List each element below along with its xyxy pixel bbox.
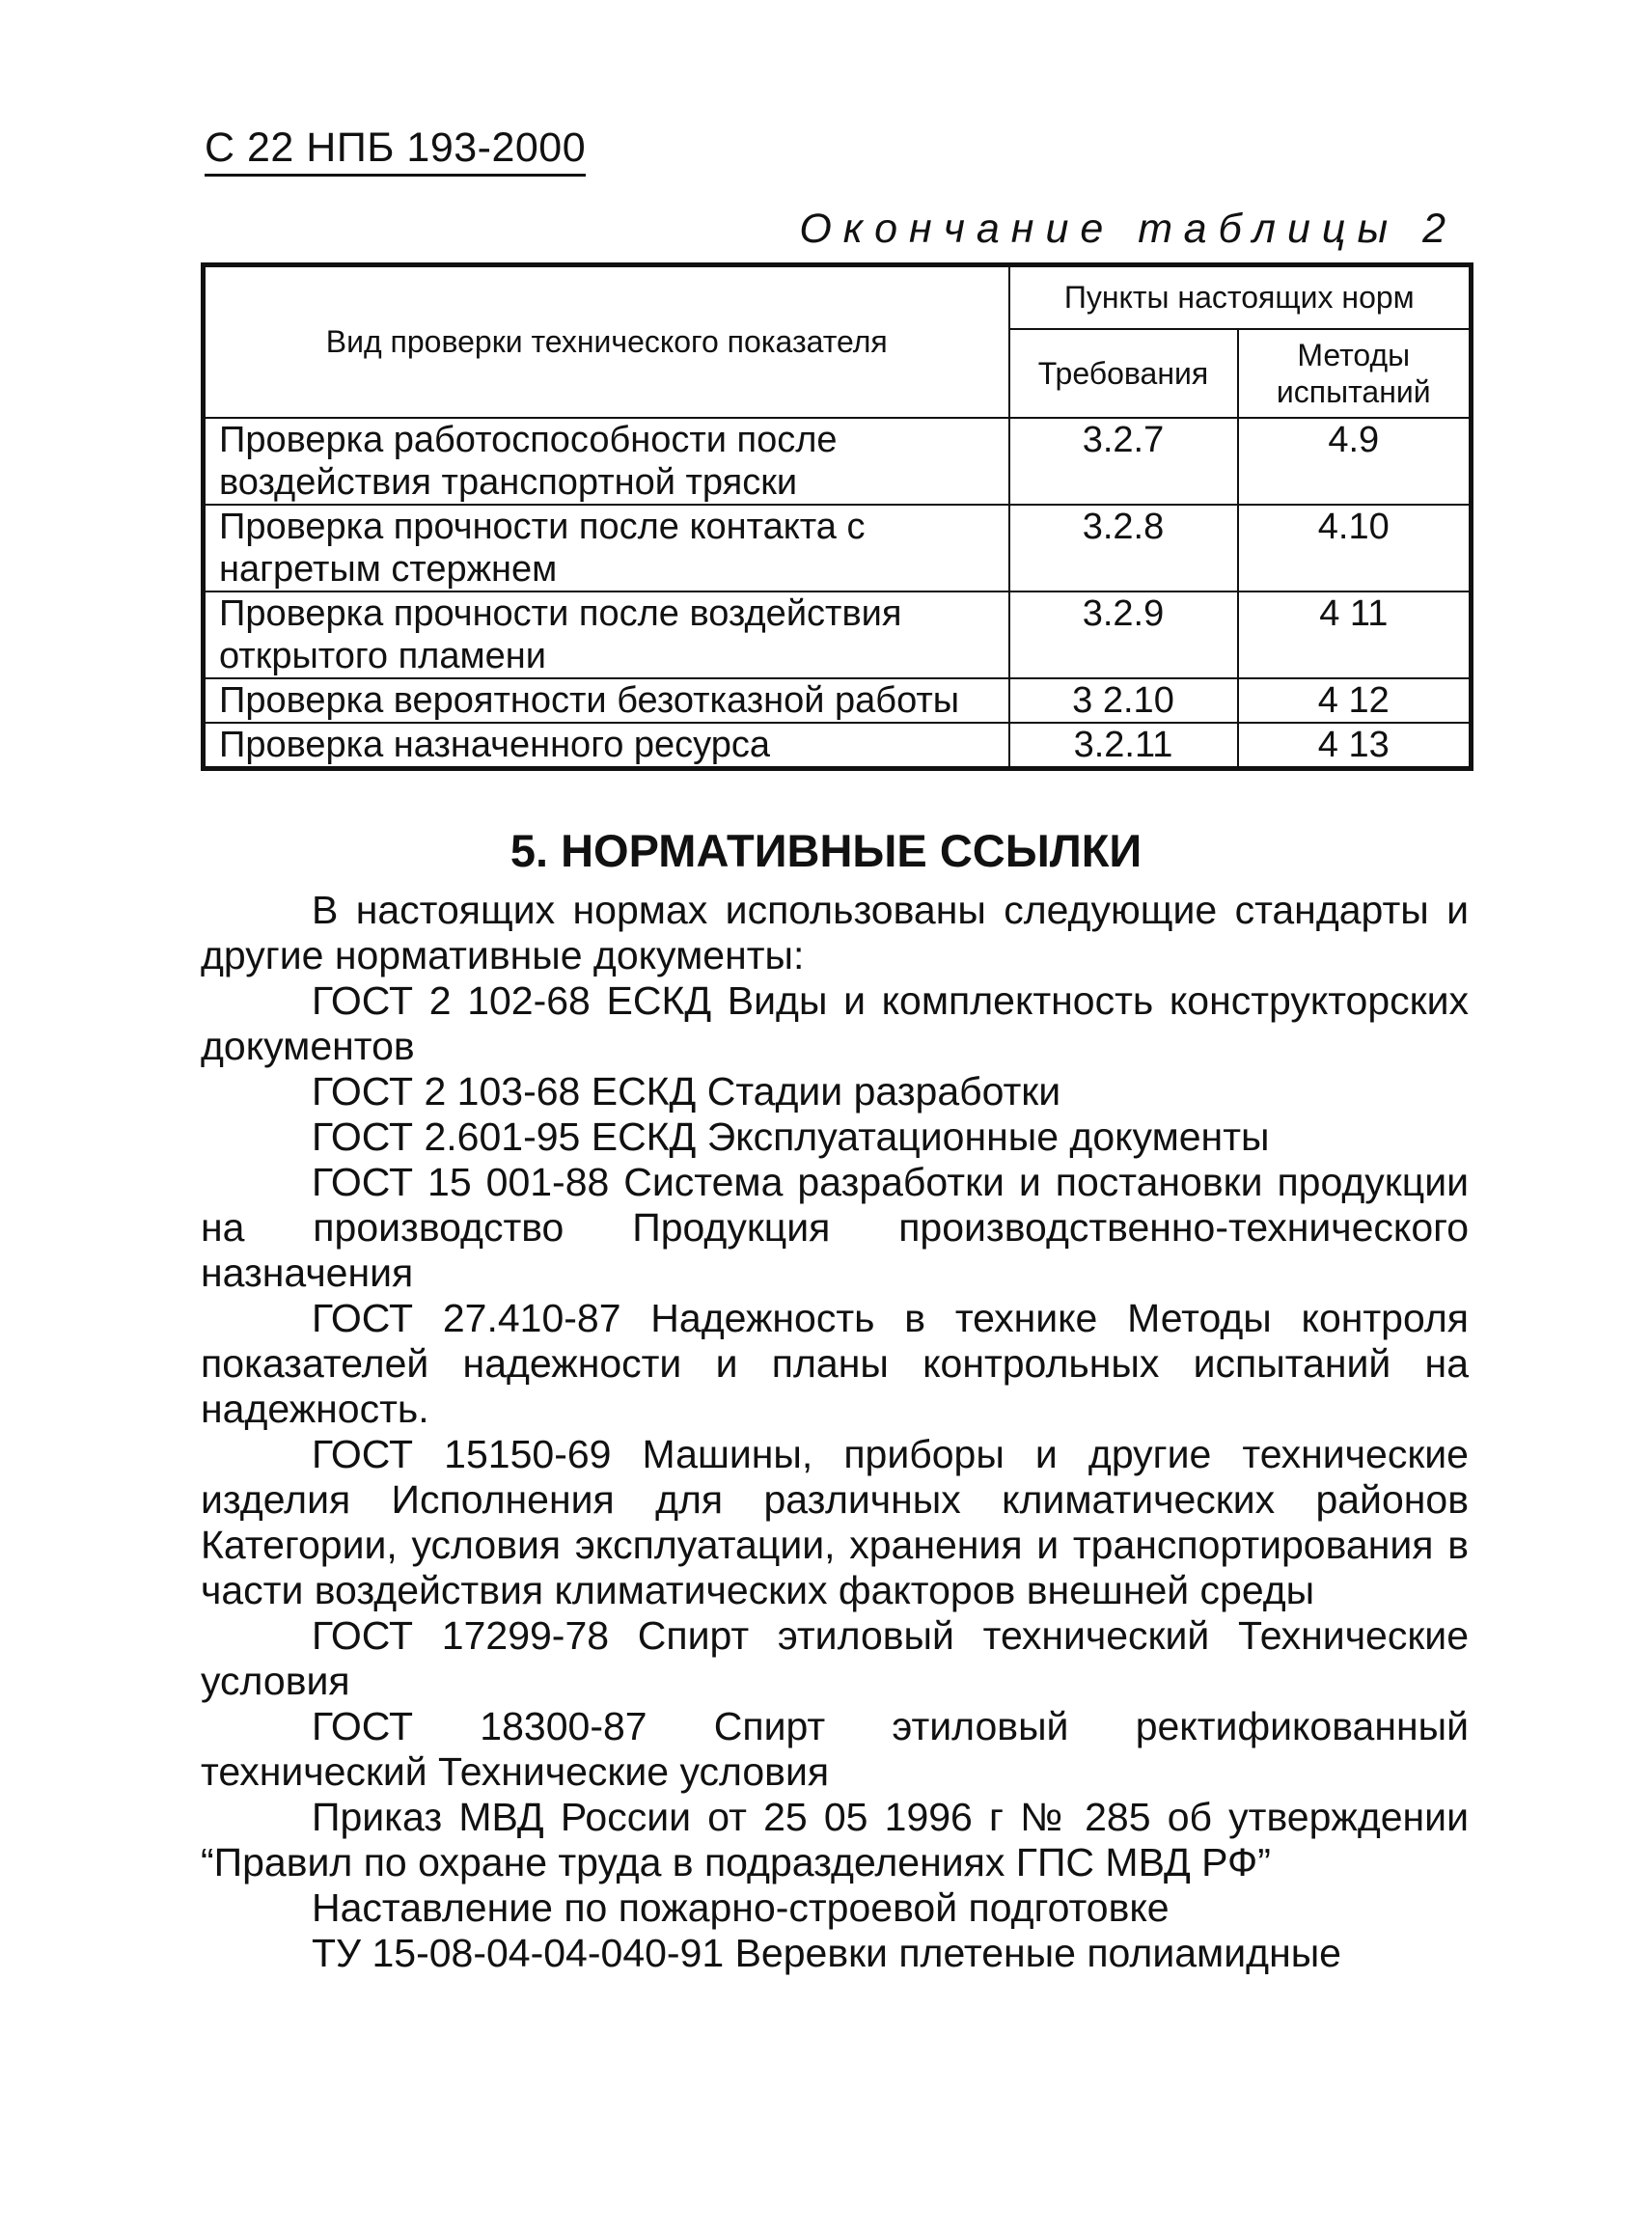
requirement-cell: 3.2.9 bbox=[1009, 591, 1238, 678]
header-test-methods: Методы испытаний bbox=[1238, 329, 1472, 418]
reference-item: ГОСТ 15 001-88 Система разработки и постановки продукции на производство Продукция производственно-технического назначения bbox=[201, 1160, 1469, 1295]
check-name-cell: Проверка вероятности безотказной работы bbox=[204, 678, 1009, 723]
reference-item: ГОСТ 2 102-68 ЕСКД Виды и комплектность конструкторских документов bbox=[201, 978, 1469, 1068]
method-cell: 4 13 bbox=[1238, 723, 1472, 769]
reference-item: ГОСТ 2.601-95 ЕСКД Эксплуатационные документы bbox=[312, 1114, 1270, 1159]
intro-paragraph: В настоящих нормах использованы следующие стандарты и другие нормативные документы: bbox=[201, 888, 1469, 977]
reference-item: Приказ МВД России от 25 05 1996 г № 285 об утверждении “Правил по охране труда в подразделениях ГПС МВД РФ” bbox=[201, 1795, 1469, 1884]
section-title: 5. НОРМАТИВНЫЕ ССЫЛКИ bbox=[509, 825, 1143, 876]
check-name-cell: Проверка назначенного ресурса bbox=[204, 723, 1009, 769]
method-cell: 4 12 bbox=[1238, 678, 1472, 723]
method-cell: 4.10 bbox=[1238, 505, 1472, 591]
table-row bbox=[204, 418, 1472, 505]
requirement-cell: 3.2.8 bbox=[1009, 505, 1238, 591]
check-name-cell: Проверка прочности после контакта с нагретым стержнем bbox=[204, 505, 1009, 591]
reference-item: ГОСТ 15150-69 Машины, приборы и другие технические изделия Исполнения для различных климатических районов Категории, условия эксплуатации, хранения и транспортирования в части воздействия климатических факторов внешней среды bbox=[201, 1432, 1469, 1612]
header-check-type: Вид проверки технического показателя bbox=[204, 265, 1009, 418]
references-list bbox=[201, 888, 1469, 1976]
reference-item: ГОСТ 18300-87 Спирт этиловый ректификованный технический Технические условия bbox=[201, 1704, 1469, 1794]
requirement-cell: 3.2.11 bbox=[1009, 723, 1238, 769]
page-header: С 22 НПБ 193-2000 bbox=[205, 124, 586, 177]
table-row bbox=[204, 591, 1472, 678]
table-row bbox=[204, 678, 1472, 723]
table-caption: Окончание таблицы 2 bbox=[799, 206, 1457, 252]
reference-item: ТУ 15-08-04-04-040-91 Веревки плетеные полиамидные bbox=[312, 1931, 1341, 1975]
reference-item: Наставление по пожарно-строевой подготовке bbox=[312, 1885, 1170, 1930]
reference-item: ГОСТ 27.410-87 Надежность в технике Методы контроля показателей надежности и планы контрольных испытаний на надежность. bbox=[201, 1296, 1469, 1431]
header-norm-items: Пункты настоящих норм bbox=[1009, 265, 1472, 329]
table-row bbox=[204, 505, 1472, 591]
method-cell: 4.9 bbox=[1238, 418, 1472, 505]
reference-item: ГОСТ 2 103-68 ЕСКД Стадии разработки bbox=[312, 1069, 1061, 1114]
checks-table bbox=[201, 262, 1473, 771]
header-requirements: Требования bbox=[1009, 329, 1238, 418]
reference-item: ГОСТ 17299-78 Спирт этиловый технический Технические условия bbox=[201, 1613, 1469, 1703]
requirement-cell: 3 2.10 bbox=[1009, 678, 1238, 723]
method-cell: 4 11 bbox=[1238, 591, 1472, 678]
table-row bbox=[204, 723, 1472, 769]
check-name-cell: Проверка прочности после воздействия открытого пламени bbox=[204, 591, 1009, 678]
check-name-cell: Проверка работоспособности после воздействия транспортной тряски bbox=[204, 418, 1009, 505]
requirement-cell: 3.2.7 bbox=[1009, 418, 1238, 505]
